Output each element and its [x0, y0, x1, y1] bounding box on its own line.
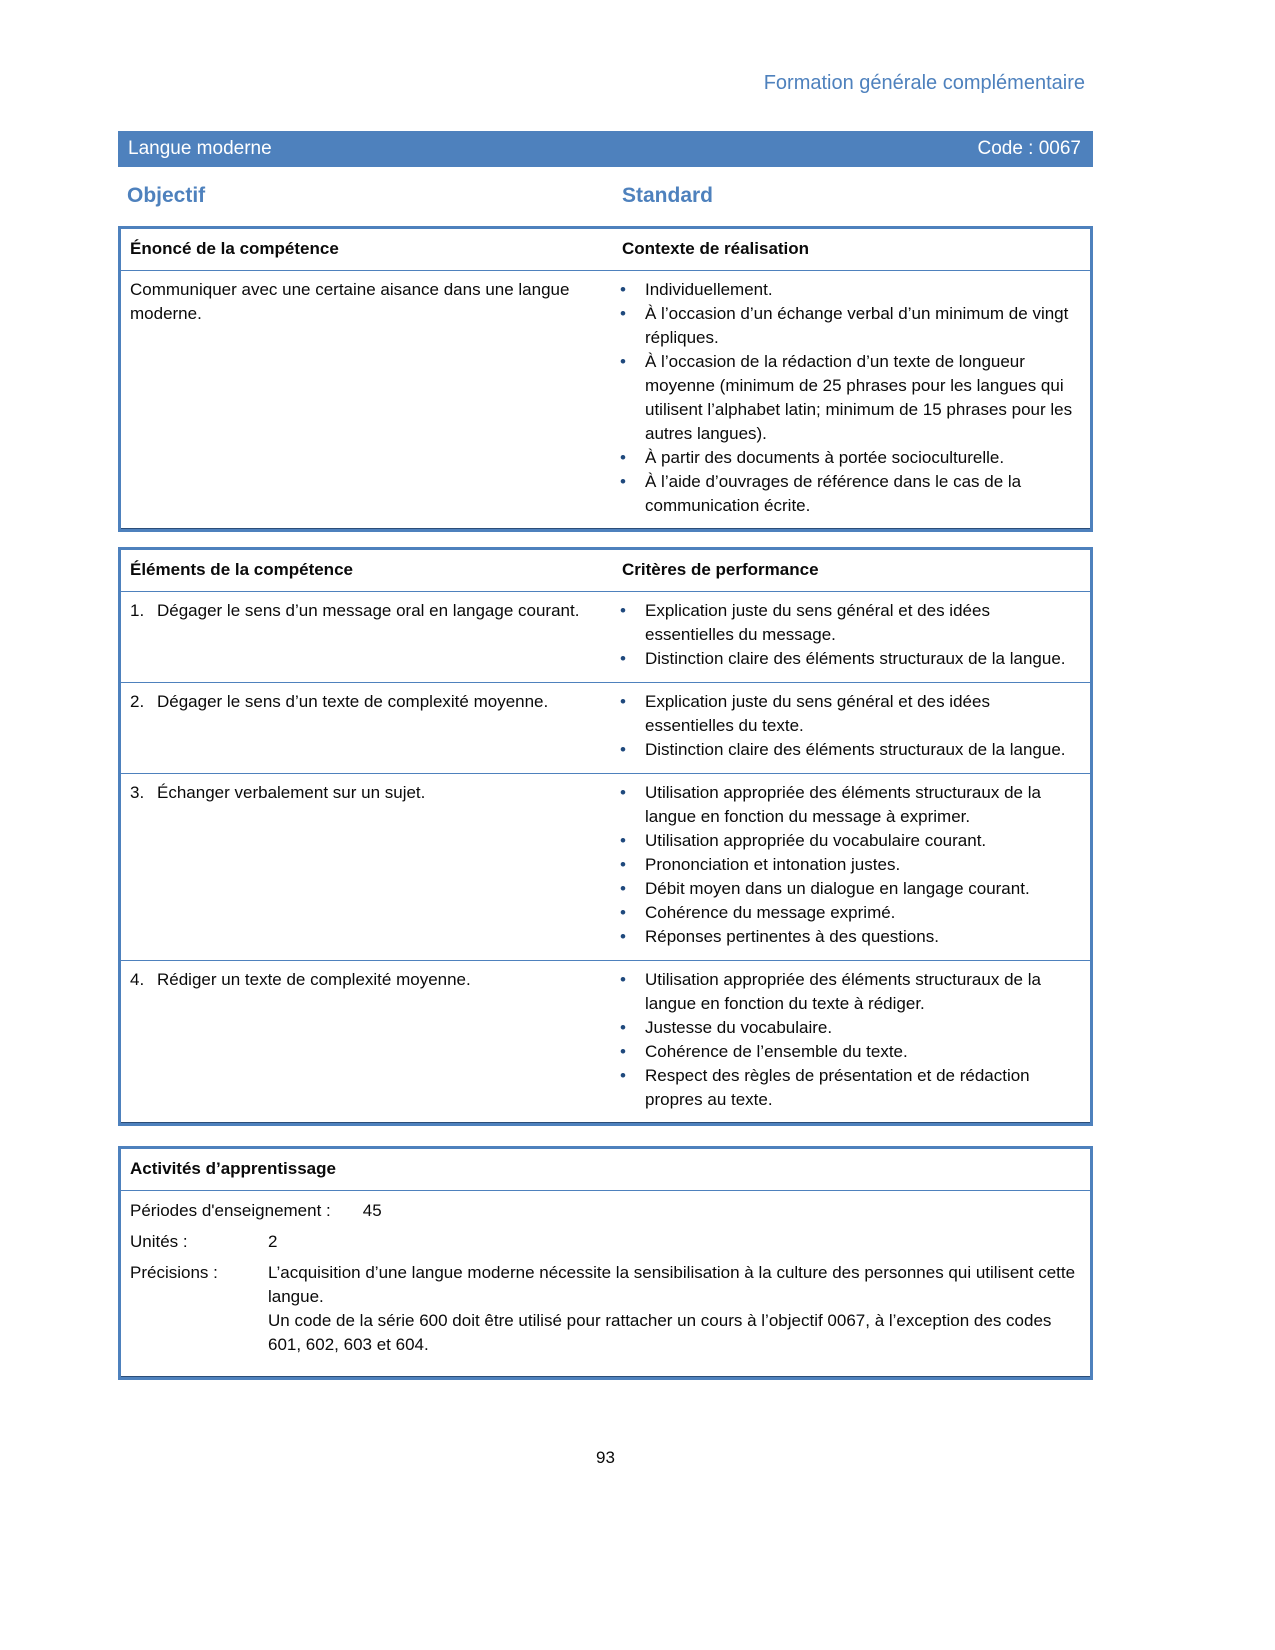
- context-bullet: • Individuellement.: [613, 278, 1080, 302]
- activities-row-precisions: [130, 1261, 1078, 1357]
- criteria-bullet-list: [613, 779, 1080, 949]
- contexte-header: Contexte de réalisation: [622, 239, 810, 258]
- competence-context-body-row: [121, 271, 1090, 529]
- criteria-bullet: • Débit moyen dans un dialogue en langage courant.: [613, 877, 1080, 901]
- competence-context-header-row: [121, 229, 1090, 271]
- banner-title: Langue moderne: [128, 138, 272, 159]
- criteria-bullet: • Utilisation appropriée des éléments structuraux de la langue en fonction du texte à rédiger.: [613, 968, 1080, 1016]
- precisions-label: Précisions :: [130, 1263, 218, 1282]
- context-bullet: • À l’occasion de la rédaction d’un texte de longueur moyenne (minimum de 25 phrases pour les langues qui utilisent l’alphabet latin; minimum de 15 phrases pour les autres langues).: [613, 350, 1080, 446]
- criteres-header: Critères de performance: [622, 560, 819, 579]
- criteria-bullet-list: [613, 688, 1080, 762]
- element-number: 2.: [130, 692, 145, 711]
- criteria-bullet: • Explication juste du sens général et des idées essentielles du message.: [613, 599, 1080, 647]
- objectif-heading: Objectif: [127, 184, 206, 207]
- element-item: [121, 966, 613, 1112]
- table-row: [121, 960, 1090, 1123]
- context-bullet: • À l’aide d’ouvrages de référence dans le cas de la communication écrite.: [613, 470, 1080, 518]
- activities-body: [121, 1191, 1090, 1377]
- criteria-bullet: • Distinction claire des éléments structuraux de la langue.: [613, 647, 1080, 671]
- table-row: [121, 592, 1090, 682]
- context-bullet: • À partir des documents à portée socioculturelle.: [613, 446, 1080, 470]
- precisions-text: [268, 1261, 1078, 1357]
- element-text: Dégager le sens d’un texte de complexité moyenne.: [157, 692, 549, 711]
- elements-criteria-table: [118, 547, 1093, 1126]
- page-number: 93: [596, 1448, 615, 1467]
- context-cell: [613, 276, 1090, 518]
- criteria-bullet: • Réponses pertinentes à des questions.: [613, 925, 1080, 949]
- element-number: 3.: [130, 783, 145, 802]
- criteria-cell: [613, 966, 1090, 1112]
- criteria-bullet: • Distinction claire des éléments structuraux de la langue.: [613, 738, 1080, 762]
- context-bullet: • À l’occasion d’un échange verbal d’un minimum de vingt répliques.: [613, 302, 1080, 350]
- element-item: [121, 688, 613, 762]
- banner-code: Code : 0067: [977, 138, 1081, 159]
- criteria-bullet-list: [613, 966, 1080, 1112]
- criteria-bullet: • Utilisation appropriée des éléments structuraux de la langue en fonction du message à exprimer.: [613, 781, 1080, 829]
- criteria-bullet: • Respect des règles de présentation et de rédaction propres au texte.: [613, 1064, 1080, 1112]
- unites-value: 2: [268, 1232, 278, 1251]
- elements-criteria-header-row: [121, 550, 1090, 592]
- criteria-cell: [613, 779, 1090, 949]
- context-bullet-list: [613, 276, 1080, 518]
- element-number: 4.: [130, 970, 145, 989]
- activities-header: Activités d’apprentissage: [121, 1149, 1090, 1191]
- competence-statement: Communiquer avec une certaine aisance dans une langue moderne.: [130, 280, 570, 323]
- element-text: Dégager le sens d’un message oral en langage courant.: [157, 601, 580, 620]
- precisions-line: L’acquisition d’une langue moderne nécessite la sensibilisation à la culture des personnes qui utilisent cette langue.: [268, 1263, 1076, 1306]
- criteria-bullet: • Explication juste du sens général et des idées essentielles du texte.: [613, 690, 1080, 738]
- activities-row-unites: [130, 1230, 1078, 1254]
- activities-row-periodes: [130, 1199, 1078, 1223]
- standard-heading: Standard: [622, 184, 714, 207]
- criteria-bullet: • Cohérence du message exprimé.: [613, 901, 1080, 925]
- activities-table: [118, 1146, 1093, 1380]
- criteria-bullet: • Justesse du vocabulaire.: [613, 1016, 1080, 1040]
- table-row: [121, 773, 1090, 960]
- unites-label: Unités :: [130, 1232, 188, 1251]
- criteria-bullet: • Prononciation et intonation justes.: [613, 853, 1080, 877]
- criteria-cell: [613, 597, 1090, 671]
- periodes-value: 45: [362, 1201, 382, 1220]
- section-headings: [118, 184, 1093, 208]
- enonce-header: Énoncé de la compétence: [130, 239, 339, 258]
- title-banner: [118, 131, 1093, 167]
- element-item: [121, 597, 613, 671]
- criteria-bullet: • Utilisation appropriée du vocabulaire courant.: [613, 829, 1080, 853]
- criteria-cell: [613, 688, 1090, 762]
- elements-header: Éléments de la compétence: [130, 560, 353, 579]
- competence-context-table: [118, 226, 1093, 532]
- element-text: Rédiger un texte de complexité moyenne.: [157, 970, 471, 989]
- element-item: [121, 779, 613, 949]
- element-number: 1.: [130, 601, 145, 620]
- criteria-bullet: • Cohérence de l’ensemble du texte.: [613, 1040, 1080, 1064]
- precisions-line: Un code de la série 600 doit être utilisé pour rattacher un cours à l’objectif 0067, à l’exception des codes 601, 602, 603 et 604.: [268, 1311, 1052, 1354]
- running-header: Formation générale complémentaire: [763, 72, 1085, 94]
- element-text: Échanger verbalement sur un sujet.: [157, 783, 426, 802]
- page-content: [118, 0, 1093, 1470]
- criteria-bullet-list: [613, 597, 1080, 671]
- periodes-label: Périodes d'enseignement :: [130, 1201, 331, 1220]
- table-row: [121, 682, 1090, 773]
